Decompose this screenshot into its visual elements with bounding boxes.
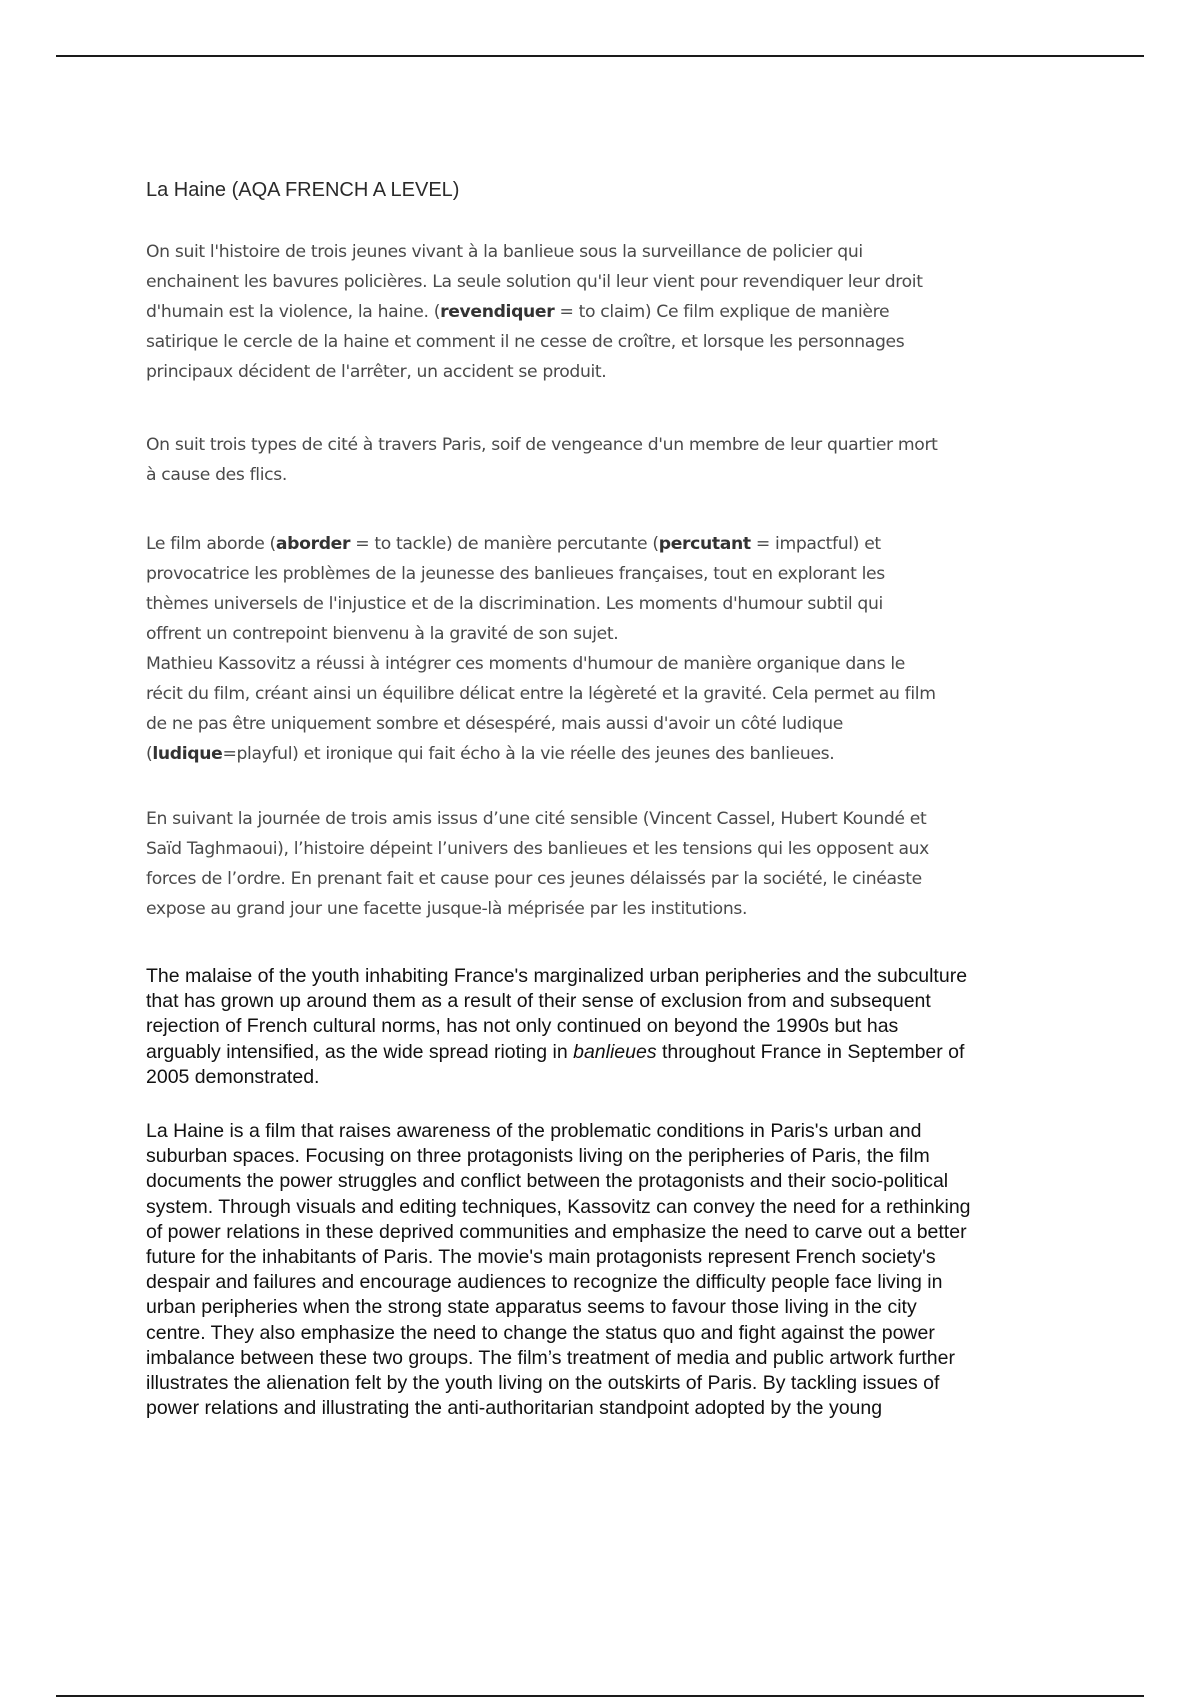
p3-line-1-c: = to tackle) de manière percutante ( xyxy=(350,534,659,554)
p5-line-4 xyxy=(146,1040,1088,1065)
p3-line-1 xyxy=(146,529,1088,559)
p5-line-3: rejection of French cultural norms, has not only continued on beyond the 1990s but has xyxy=(146,1015,899,1038)
p4-line-2: Saïd Taghmaoui), l’histoire dépeint l’univers des banlieues et les tensions qui les opposent aux xyxy=(146,839,929,859)
p3-line-3: thèmes universels de l'injustice et de la discrimination. Les moments d'humour subtil qui xyxy=(146,594,883,614)
paragraph-1 xyxy=(146,237,1088,387)
paragraph-5 xyxy=(146,964,1088,1090)
p3-line-1-e: = impactful) et xyxy=(750,534,881,554)
p5-line-2: that has grown up around them as a result of their sense of exclusion from and subsequent xyxy=(146,990,931,1013)
p6-line: urban peripheries when the strong state apparatus seems to favour those living in the city xyxy=(146,1296,917,1319)
p3-line-8-a: ( xyxy=(146,744,153,764)
paragraph-2 xyxy=(146,430,1088,490)
p3-line-8 xyxy=(146,739,1088,769)
p1-line-2: enchainent les bavures policières. La seule solution qu'il leur vient pour revendiquer leur droit xyxy=(146,272,923,292)
document-title: La Haine (AQA FRENCH A LEVEL) xyxy=(146,179,460,201)
p3-line-8-c: =playful) et ironique qui fait écho à la vie réelle des jeunes des banlieues. xyxy=(222,744,835,764)
p6-line: future for the inhabitants of Paris. The movie's main protagonists represent French society's xyxy=(146,1246,936,1269)
page-bottom-rule xyxy=(56,1695,1144,1697)
p6-line: imbalance between these two groups. The film’s treatment of media and public artwork further xyxy=(146,1346,955,1369)
p5-line-4-c: throughout France in September of xyxy=(656,1040,965,1063)
vocab-ludique: ludique xyxy=(152,744,223,764)
p6-line: centre. They also emphasize the need to change the status quo and fight against the power xyxy=(146,1321,935,1344)
p3-line-7: de ne pas être uniquement sombre et désespéré, mais aussi d'avoir un côté ludique xyxy=(146,714,843,734)
p6-line: system. Through visuals and editing techniques, Kassovitz can convey the need for a rethinking xyxy=(146,1195,971,1218)
p6-line: power relations and illustrating the anti-authoritarian standpoint adopted by the young xyxy=(146,1397,883,1420)
p4-line-3: forces de l’ordre. En prenant fait et cause pour ces jeunes délaissés par la société, le cinéaste xyxy=(146,869,922,889)
paragraph-4 xyxy=(146,804,1088,924)
paragraph-3 xyxy=(146,529,1088,769)
p6-line: suburban spaces. Focusing on three protagonists living on the peripheries of Paris, the film xyxy=(146,1145,930,1168)
p6-line: documents the power struggles and conflict between the protagonists and their socio-political xyxy=(146,1170,949,1193)
vocab-aborder: aborder xyxy=(275,534,351,554)
p4-line-4: expose au grand jour une facette jusque-là méprisée par les institutions. xyxy=(146,899,748,919)
p3-line-1-a: Le film aborde ( xyxy=(146,534,276,554)
vocab-revendiquer: revendiquer xyxy=(440,302,555,322)
p4-line-1: En suivant la journée de trois amis issus d’une cité sensible (Vincent Cassel, Hubert Koundé et xyxy=(146,809,927,829)
p2-line-1: On suit trois types de cité à travers Paris, soif de vengeance d'un membre de leur quartier mort xyxy=(146,435,938,455)
p1-line-4: satirique le cercle de la haine et comment il ne cesse de croître, et lorsque les personnages xyxy=(146,332,905,352)
p2-line-2: à cause des flics. xyxy=(146,465,287,485)
p3-line-5: Mathieu Kassovitz a réussi à intégrer ces moments d'humour de manière organique dans le xyxy=(146,654,906,674)
p3-line-6: récit du film, créant ainsi un équilibre délicat entre la légèreté et la gravité. Cela permet au film xyxy=(146,684,936,704)
p3-line-4: offrent un contrepoint bienvenu à la gravité de son sujet. xyxy=(146,624,619,644)
p6-line: despair and failures and encourage audiences to recognize the difficulty people face living in xyxy=(146,1271,943,1294)
p5-line-4-a: arguably intensified, as the wide spread rioting in xyxy=(146,1040,574,1063)
page-top-rule xyxy=(56,55,1144,57)
p1-line-3-c: = to claim) Ce film explique de manière xyxy=(554,302,890,322)
p1-line-3 xyxy=(146,297,1088,327)
paragraph-6 xyxy=(146,1119,1088,1421)
p1-line-3-a: d'humain est la violence, la haine. ( xyxy=(146,302,441,322)
p3-line-2: provocatrice les problèmes de la jeunesse des banlieues françaises, tout en explorant les xyxy=(146,564,885,584)
p6-line: illustrates the alienation felt by the youth living on the outskirts of Paris. By tackling issues of xyxy=(146,1372,940,1395)
p5-line-1: The malaise of the youth inhabiting France's marginalized urban peripheries and the subculture xyxy=(146,965,968,987)
p6-line: La Haine is a film that raises awareness of the problematic conditions in Paris's urban and xyxy=(146,1120,922,1143)
p5-banlieues-italic: banlieues xyxy=(573,1040,657,1063)
p6-line: of power relations in these deprived communities and emphasize the need to carve out a better xyxy=(146,1220,967,1243)
p1-line-1: On suit l'histoire de trois jeunes vivant à la banlieue sous la surveillance de policier qui xyxy=(146,242,863,262)
p1-line-5: principaux décident de l'arrêter, un accident se produit. xyxy=(146,362,607,382)
document-body xyxy=(146,178,1088,1421)
vocab-percutant: percutant xyxy=(658,534,751,554)
p5-line-5: 2005 demonstrated. xyxy=(146,1065,320,1088)
